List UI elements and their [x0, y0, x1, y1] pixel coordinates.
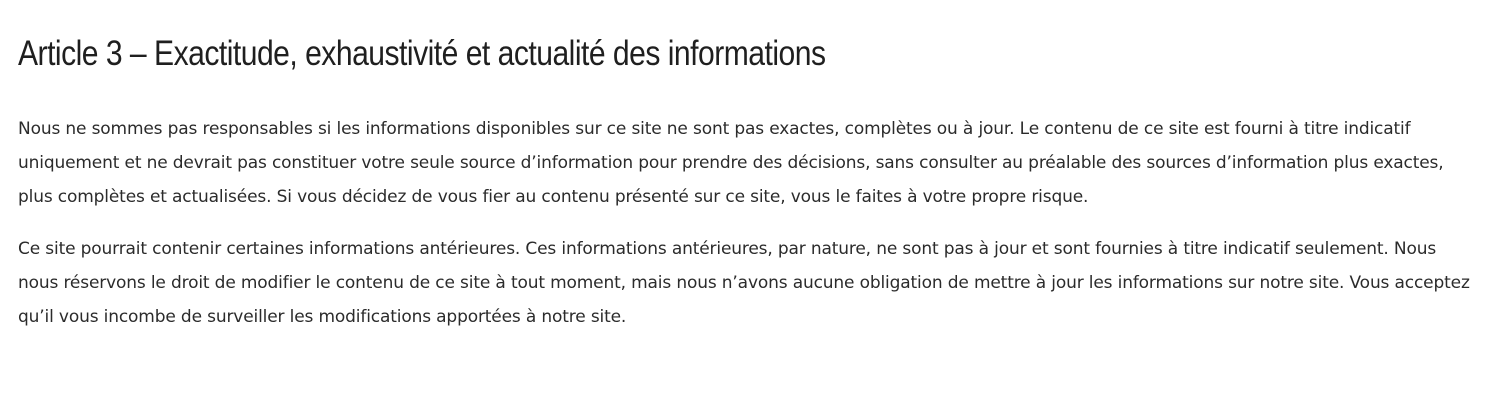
article-section — [18, 28, 1473, 334]
article-heading: Article 3 – Exactitude, exhaustivité et actualité des informations — [18, 34, 826, 73]
article-paragraph-accuracy: Nous ne sommes pas responsables si les informations disponibles sur ce site ne sont pas exactes, complètes ou à jour. Le contenu de ce site est fourni à titre indicatif uniquement et ne devrait pas constituer votre seule source d’information pour prendre des décisions, sans consulter au préalable des sources d’information plus exactes, plus complètes et actualisées. Si vous décidez de vous fier au contenu présenté sur ce site, vous le faites à votre propre risque. — [18, 119, 1444, 207]
article-paragraph-historical-information: Ce site pourrait contenir certaines informations antérieures. Ces informations antérieures, par nature, ne sont pas à jour et sont fournies à titre indicatif seulement. Nous nous réservons le droit de modifier le contenu de ce site à tout moment, mais nous n’avons aucune obligation de mettre à jour les informations sur notre site. Vous acceptez qu’il vous incombe de surveiller les modifications apportées à notre site. — [18, 239, 1470, 327]
